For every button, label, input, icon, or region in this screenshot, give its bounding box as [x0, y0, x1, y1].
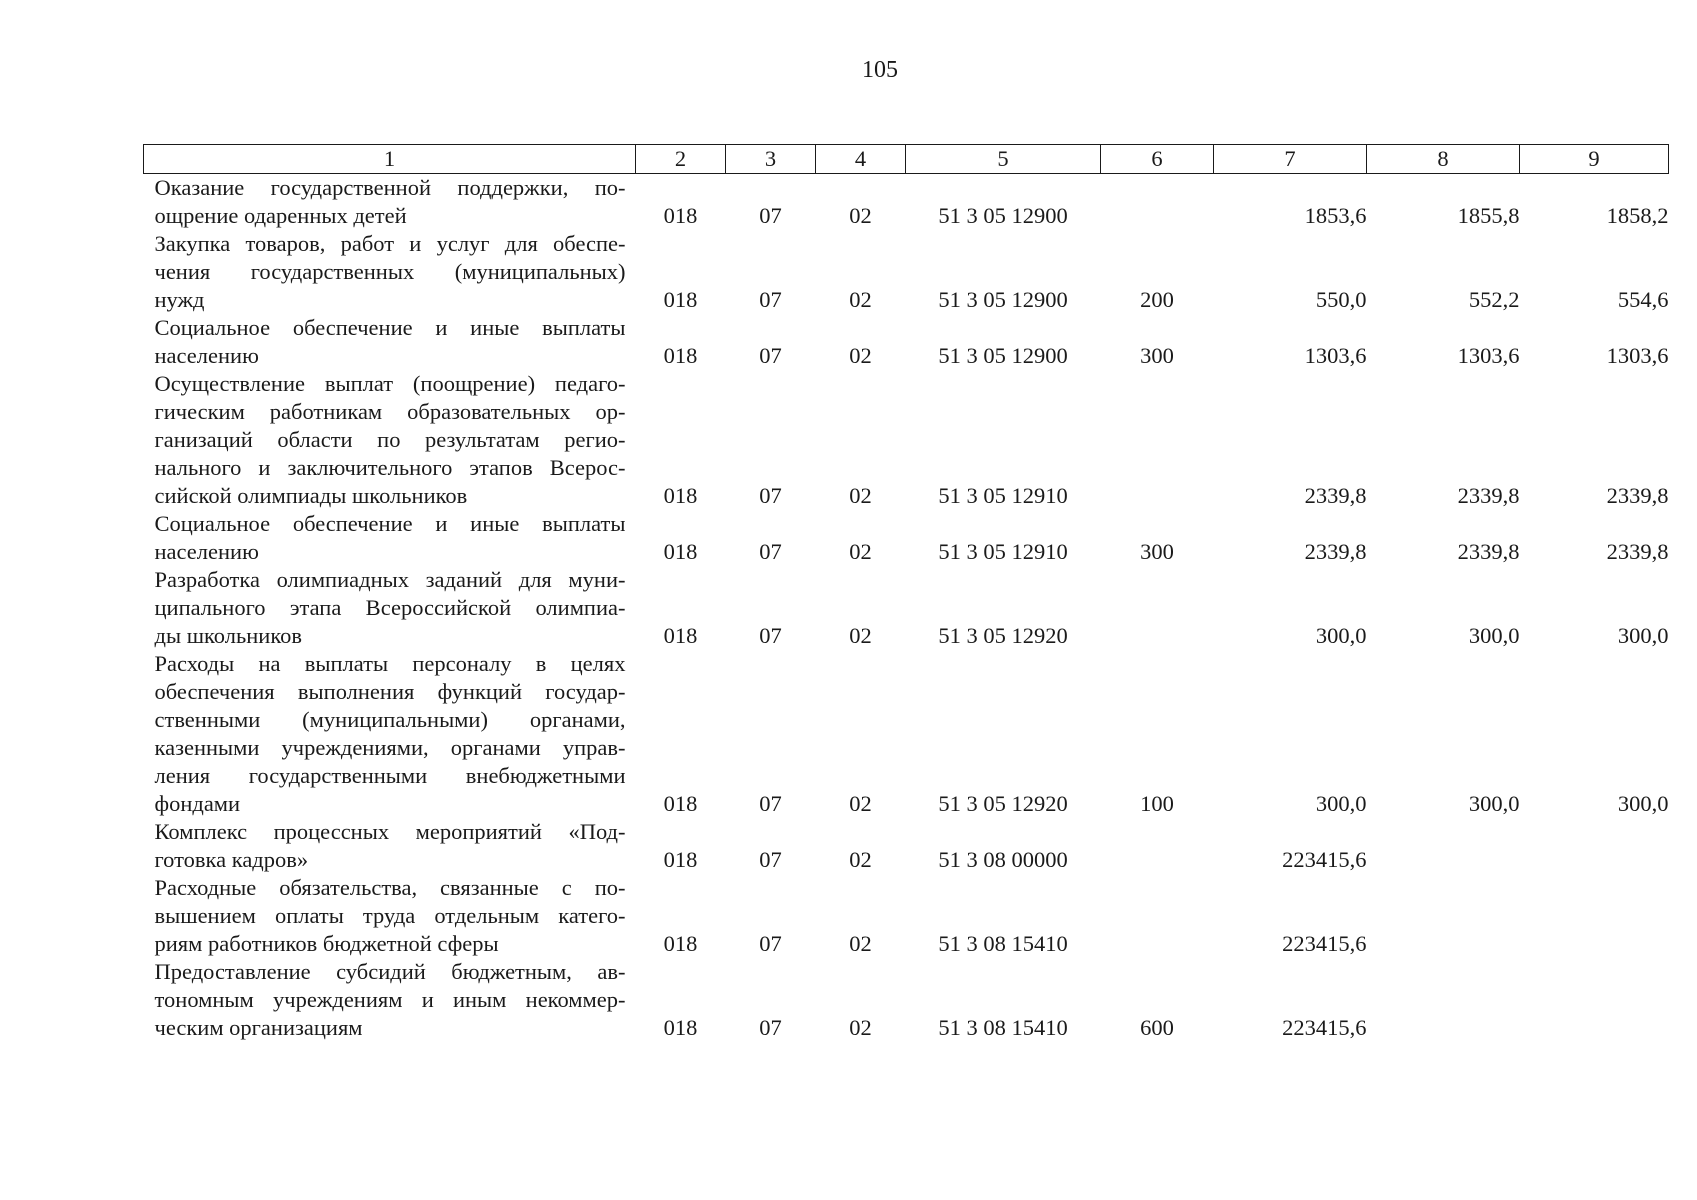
target-article-code: 51 3 05 12920 — [938, 791, 1068, 816]
description-line: населению — [154, 343, 259, 368]
expense-type-code: 300 — [1140, 343, 1174, 368]
expense-type-code — [1101, 818, 1214, 874]
amount-col-7: 1853,6 — [1304, 203, 1367, 228]
description-line: фондами — [154, 791, 241, 816]
section-code: 07 — [759, 1015, 782, 1040]
column-header-3: 3 — [726, 145, 816, 174]
section-code: 07 — [759, 623, 782, 648]
ministry-code: 018 — [663, 791, 698, 816]
description-line: гическим работникам образовательных ор- — [154, 399, 626, 424]
expense-type-code — [1101, 874, 1214, 958]
amount-col-8: 552,2 — [1468, 287, 1520, 312]
description-line: ощрение одаренных детей — [154, 203, 407, 228]
row-description — [144, 230, 636, 314]
ministry-code: 018 — [663, 287, 698, 312]
description-line: Комплекс процессных мероприятий «Под- — [154, 819, 626, 844]
row-description — [144, 958, 636, 1042]
table-row — [144, 174, 1669, 231]
table-row — [144, 230, 1669, 314]
row-description — [144, 818, 636, 874]
description-line: Расходные обязательства, связанные с по- — [154, 875, 626, 900]
subsection-code: 02 — [849, 343, 872, 368]
ministry-code: 018 — [663, 623, 698, 648]
target-article-code: 51 3 05 12900 — [938, 203, 1068, 228]
table-body — [144, 174, 1669, 1043]
amount-col-8: 1303,6 — [1457, 343, 1520, 368]
target-article-code: 51 3 05 12900 — [938, 343, 1068, 368]
row-description — [144, 566, 636, 650]
amount-col-7: 223415,6 — [1282, 1015, 1367, 1040]
target-article-code: 51 3 05 12910 — [938, 483, 1068, 508]
ministry-code: 018 — [663, 343, 698, 368]
target-article-code: 51 3 08 15410 — [938, 931, 1068, 956]
amount-col-8: 2339,8 — [1457, 539, 1520, 564]
ministry-code: 018 — [663, 931, 698, 956]
description-line: ципального этапа Всероссийской олимпиа- — [154, 595, 626, 620]
description-line: ческим организациям — [154, 1015, 363, 1040]
description-line: Осуществление выплат (поощрение) педаго- — [154, 371, 626, 396]
column-header-4: 4 — [816, 145, 906, 174]
row-description — [144, 314, 636, 370]
expense-type-code — [1101, 174, 1214, 231]
description-line: населению — [154, 539, 259, 564]
amount-col-9: 2339,8 — [1606, 539, 1669, 564]
description-line: Закупка товаров, работ и услуг для обеспе- — [154, 231, 626, 256]
description-line: казенными учреждениями, органами управ- — [154, 735, 626, 760]
amount-col-8 — [1367, 958, 1520, 1042]
subsection-code: 02 — [849, 539, 872, 564]
amount-col-7: 300,0 — [1315, 791, 1367, 816]
table-row — [144, 650, 1669, 818]
amount-col-9: 300,0 — [1617, 791, 1669, 816]
table-row — [144, 370, 1669, 510]
amount-col-9 — [1520, 958, 1669, 1042]
column-header-7: 7 — [1214, 145, 1367, 174]
subsection-code: 02 — [849, 847, 872, 872]
description-line: чения государственных (муниципальных) — [154, 259, 626, 284]
column-header-1: 1 — [144, 145, 636, 174]
description-line: Социальное обеспечение и иные выплаты — [154, 315, 626, 340]
column-header-2: 2 — [636, 145, 726, 174]
description-line: Социальное обеспечение и иные выплаты — [154, 511, 626, 536]
expense-type-code: 100 — [1140, 791, 1174, 816]
subsection-code: 02 — [849, 1015, 872, 1040]
description-line: ды школьников — [154, 623, 302, 648]
subsection-code: 02 — [849, 791, 872, 816]
expense-type-code — [1101, 566, 1214, 650]
table-row — [144, 818, 1669, 874]
table-row — [144, 314, 1669, 370]
amount-col-8 — [1367, 874, 1520, 958]
expense-type-code: 200 — [1140, 287, 1174, 312]
target-article-code: 51 3 05 12920 — [938, 623, 1068, 648]
description-line: ления государственными внебюджетными — [154, 763, 626, 788]
amount-col-7: 223415,6 — [1282, 931, 1367, 956]
expense-type-code: 600 — [1140, 1015, 1174, 1040]
table-row — [144, 566, 1669, 650]
description-line: Оказание государственной поддержки, по- — [154, 175, 626, 200]
subsection-code: 02 — [849, 623, 872, 648]
description-line: тономным учреждениям и иным некоммер- — [154, 987, 626, 1012]
amount-col-7: 300,0 — [1315, 623, 1367, 648]
row-description — [144, 510, 636, 566]
section-code: 07 — [759, 539, 782, 564]
amount-col-8: 300,0 — [1468, 623, 1520, 648]
amount-col-8: 1855,8 — [1457, 203, 1520, 228]
section-code: 07 — [759, 287, 782, 312]
row-description — [144, 650, 636, 818]
target-article-code: 51 3 05 12900 — [938, 287, 1068, 312]
amount-col-7: 223415,6 — [1282, 847, 1367, 872]
row-description — [144, 370, 636, 510]
column-header-5: 5 — [906, 145, 1101, 174]
description-line: нужд — [154, 287, 205, 312]
amount-col-9: 1858,2 — [1606, 203, 1669, 228]
amount-col-9: 300,0 — [1617, 623, 1669, 648]
section-code: 07 — [759, 791, 782, 816]
section-code: 07 — [759, 203, 782, 228]
target-article-code: 51 3 08 15410 — [938, 1015, 1068, 1040]
ministry-code: 018 — [663, 203, 698, 228]
section-code: 07 — [759, 483, 782, 508]
table-row — [144, 958, 1669, 1042]
amount-col-8: 2339,8 — [1457, 483, 1520, 508]
header-row — [144, 145, 1669, 174]
amount-col-7: 2339,8 — [1304, 539, 1367, 564]
subsection-code: 02 — [849, 483, 872, 508]
table-row — [144, 510, 1669, 566]
column-header-8: 8 — [1367, 145, 1520, 174]
subsection-code: 02 — [849, 931, 872, 956]
amount-col-7: 1303,6 — [1304, 343, 1367, 368]
target-article-code: 51 3 08 00000 — [938, 847, 1068, 872]
section-code: 07 — [759, 847, 782, 872]
section-code: 07 — [759, 343, 782, 368]
description-line: Разработка олимпиадных заданий для муни- — [154, 567, 626, 592]
description-line: сийской олимпиады школьников — [154, 483, 468, 508]
expense-type-code — [1101, 370, 1214, 510]
description-line: Расходы на выплаты персоналу в целях — [154, 651, 626, 676]
description-line: нального и заключительного этапов Всерос- — [154, 455, 626, 480]
ministry-code: 018 — [663, 483, 698, 508]
description-line: Предоставление субсидий бюджетным, ав- — [154, 959, 626, 984]
description-line: ганизаций области по результатам регио- — [154, 427, 626, 452]
section-code: 07 — [759, 931, 782, 956]
amount-col-7: 550,0 — [1315, 287, 1367, 312]
table-row — [144, 874, 1669, 958]
description-line: риям работников бюджетной сферы — [154, 931, 499, 956]
column-header-6: 6 — [1101, 145, 1214, 174]
page-number: 105 — [862, 57, 898, 83]
amount-col-9 — [1520, 818, 1669, 874]
amount-col-8 — [1367, 818, 1520, 874]
budget-table — [143, 144, 1669, 1042]
description-line: ственными (муниципальными) органами, — [154, 707, 626, 732]
ministry-code: 018 — [663, 1015, 698, 1040]
ministry-code: 018 — [663, 847, 698, 872]
amount-col-8: 300,0 — [1468, 791, 1520, 816]
description-line: готовка кадров» — [154, 847, 309, 872]
description-line: вышением оплаты труда отдельным катего- — [154, 903, 626, 928]
target-article-code: 51 3 05 12910 — [938, 539, 1068, 564]
amount-col-9: 2339,8 — [1606, 483, 1669, 508]
row-description — [144, 874, 636, 958]
subsection-code: 02 — [849, 203, 872, 228]
amount-col-9: 554,6 — [1617, 287, 1669, 312]
ministry-code: 018 — [663, 539, 698, 564]
expense-type-code: 300 — [1140, 539, 1174, 564]
row-description — [144, 174, 636, 231]
amount-col-7: 2339,8 — [1304, 483, 1367, 508]
column-header-9: 9 — [1520, 145, 1669, 174]
subsection-code: 02 — [849, 287, 872, 312]
description-line: обеспечения выполнения функций государ- — [154, 679, 626, 704]
amount-col-9 — [1520, 874, 1669, 958]
amount-col-9: 1303,6 — [1606, 343, 1669, 368]
